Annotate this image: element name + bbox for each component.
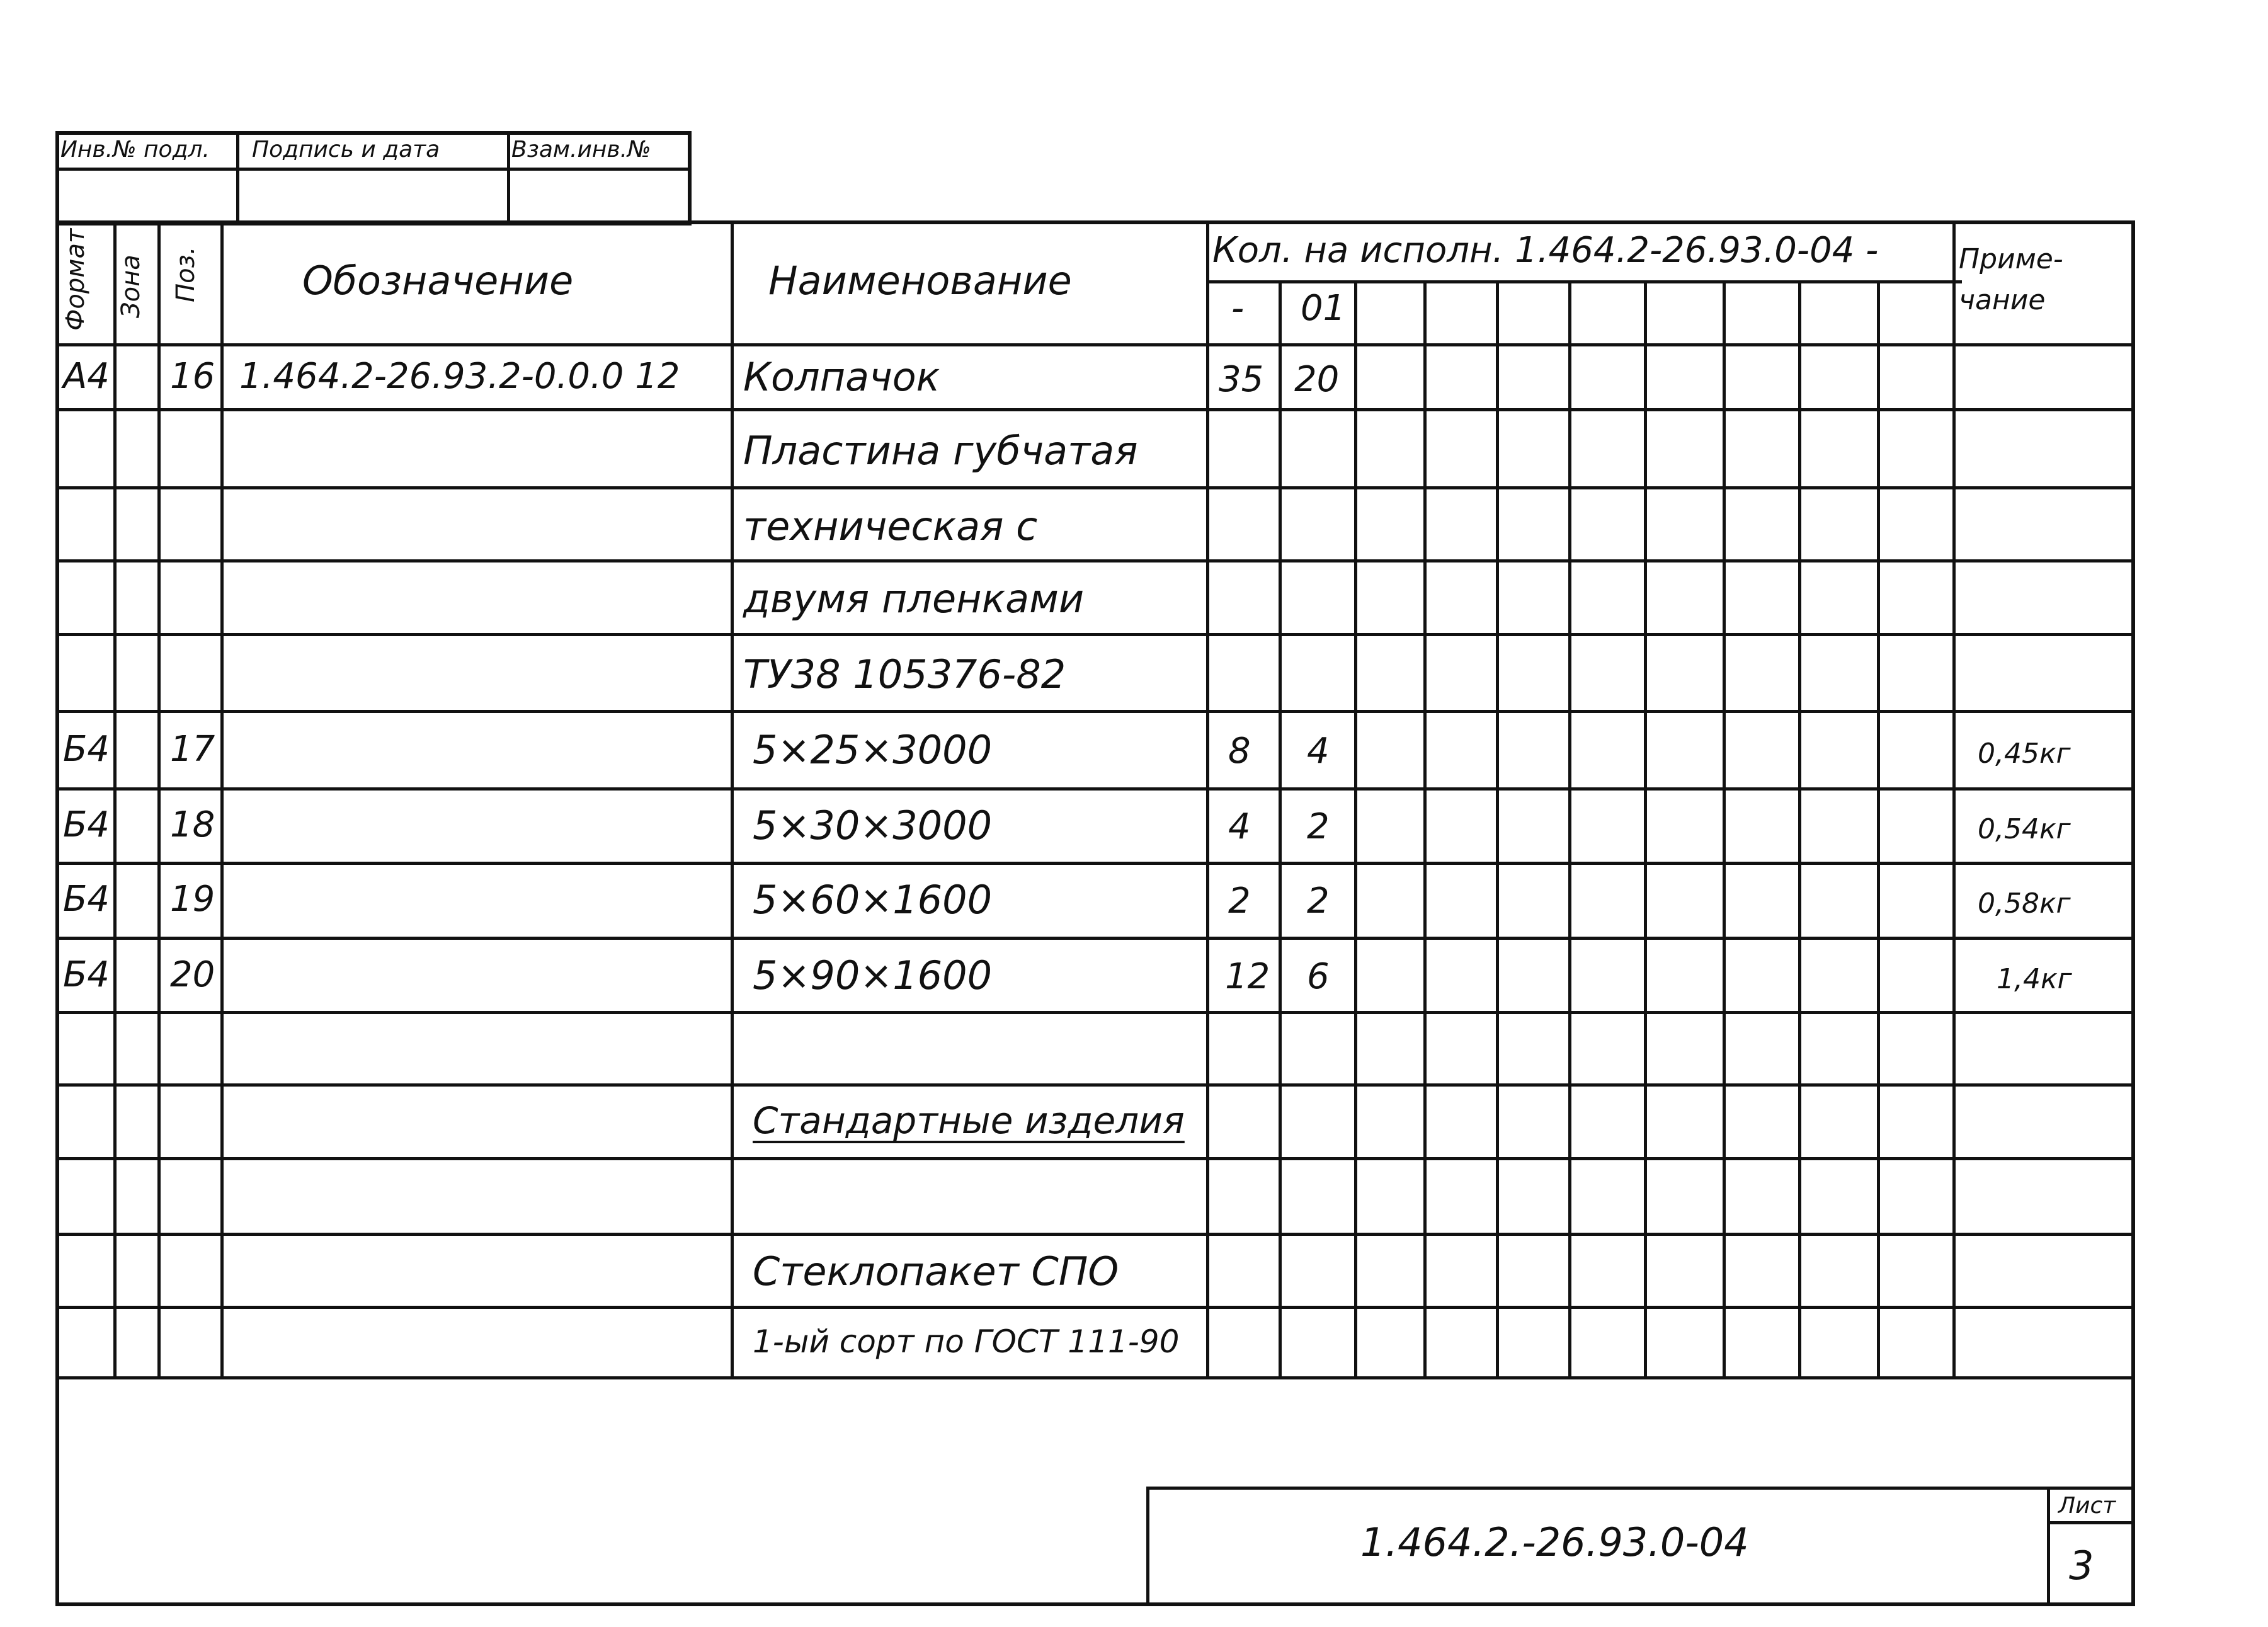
row-naimenovanie: Стеклопакет СПО [753,1248,1119,1294]
row-q2: 6 [1307,956,1330,997]
row-line [55,559,2135,562]
row-note: 1,4кг [1997,963,2072,995]
header-col-01: 01 [1301,288,1346,329]
row-note: 0,45кг [1978,738,2071,770]
sheet-label: Лист [2058,1493,2116,1519]
row-note: 0,54кг [1978,813,2071,845]
header-format: Формат [61,228,90,331]
row-poz: 20 [170,954,215,995]
row-line [55,862,2135,865]
col-line-naimenovanie [1206,220,1209,1376]
row-naimenovanie: 5×25×3000 [753,727,993,773]
row-line [55,1306,2135,1309]
col-line-q7 [1723,280,1726,1376]
row-format: А4 [63,356,110,397]
row-line [55,937,2135,940]
col-line-oboznachenie [731,220,734,1376]
col-line-q8 [1798,280,1801,1376]
row-naimenovanie: 5×90×1600 [753,952,993,998]
top-stamp-divider [55,168,692,171]
title-block-top [1146,1487,2135,1490]
row-format: Б4 [63,879,110,920]
row-line [55,1083,2135,1087]
title-block-sheet-divider [2047,1487,2050,1606]
row-format: Б4 [63,954,110,995]
row-naimenovanie: 1-ый сорт по ГОСТ 111-90 [753,1323,1180,1360]
row-format: Б4 [63,729,110,770]
qty-subheader-line [1206,280,1962,283]
col-line-primechanie [1952,220,1956,1376]
row-line [55,787,2135,791]
row-line [55,1233,2135,1236]
col-line-q2 [1354,280,1357,1376]
row-line [55,408,2135,411]
top-stamp-col2 [507,131,510,225]
stamp-inv-podl: Инв.№ подл. [60,137,210,163]
col-line-zona [157,220,161,1376]
title-block-left [1146,1487,1149,1606]
row-oboznachenie: 1.464.2-26.93.2-0.0.0 12 [239,356,680,397]
row-q1: 8 [1228,731,1251,772]
col-line-q1 [1279,280,1282,1376]
row-q1: 35 [1219,359,1264,400]
row-poz: 19 [170,879,215,920]
stamp-podpis-data: Подпись и дата [252,137,440,163]
table-bottom-line [55,1376,2135,1379]
row-naimenovanie: Пластина губчатая [743,428,1138,474]
row-poz: 17 [170,729,215,770]
header-col-dash: - [1231,288,1245,329]
row-naimenovanie: ТУ38 105376-82 [743,651,1066,697]
header-kol-na-ispoln: Кол. на исполн. 1.464.2-26.93.0-04 - [1212,230,1879,271]
col-line-format [113,220,117,1376]
row-poz: 16 [170,356,215,397]
row-naimenovanie: 5×60×1600 [753,877,993,923]
row-naimenovanie: двумя пленками [743,576,1085,622]
top-stamp-col1 [236,131,239,225]
col-line-poz [220,220,224,1376]
row-line [55,1011,2135,1014]
row-q1: 4 [1228,806,1251,847]
section-heading-standard-items: Стандартные изделия [753,1099,1185,1142]
row-naimenovanie: техническая с [743,503,1038,549]
header-naimenovanie: Наименование [768,258,1072,304]
row-q2: 2 [1307,881,1330,922]
row-naimenovanie: 5×30×3000 [753,802,993,848]
header-bottom-line [55,343,2135,346]
row-line [55,486,2135,489]
row-q2: 2 [1307,806,1330,847]
stamp-vzam-inv: Взам.инв.№ [511,137,651,163]
sheet-number: 3 [2069,1543,2094,1589]
row-q1: 12 [1225,956,1270,997]
row-q2: 20 [1294,359,1340,400]
row-poz: 18 [170,804,215,845]
col-line-q3 [1423,280,1427,1376]
row-q1: 2 [1228,881,1251,922]
header-zona: Зона [117,254,145,318]
row-format: Б4 [63,804,110,845]
document-designation: 1.464.2.-26.93.0-04 [1360,1519,1749,1565]
row-note: 0,58кг [1978,888,2071,920]
row-line [55,633,2135,636]
sheet-label-line [2047,1521,2135,1524]
header-oboznachenie: Обозначение [302,258,574,304]
col-line-q9 [1877,280,1880,1376]
header-poz: Поз. [171,246,200,302]
col-line-q5 [1568,280,1571,1376]
header-primechanie-1: Приме- [1959,243,2063,275]
col-line-q6 [1644,280,1647,1376]
row-q2: 4 [1307,731,1330,772]
col-line-q4 [1496,280,1499,1376]
header-primechanie-2: чание [1959,284,2046,316]
row-naimenovanie: Колпачок [743,354,940,400]
row-line [55,710,2135,713]
row-line [55,1157,2135,1160]
